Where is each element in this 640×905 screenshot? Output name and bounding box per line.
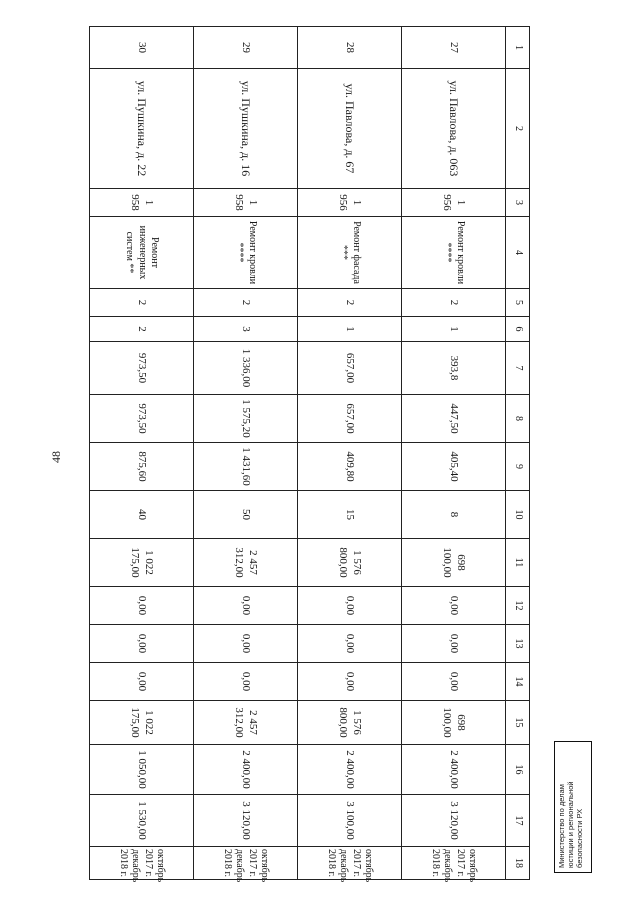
period-end: декабрь 2018 г. <box>222 849 246 883</box>
value-cell: 875,60 <box>90 443 194 491</box>
column-number: 4 <box>506 217 530 289</box>
repair-table-container <box>90 26 530 883</box>
cost-cell: 0,00 <box>90 587 194 625</box>
value-cell: 50 <box>194 491 298 539</box>
cost-cell: 0,00 <box>194 663 298 701</box>
value-cell: 1 <box>402 317 506 342</box>
value-cell: 15 <box>298 491 402 539</box>
cost-cell: 1 022 175,00 <box>90 701 194 745</box>
value-cell: 2 400,00 <box>194 745 298 795</box>
cost-cell: 1 576 800,00 <box>298 701 402 745</box>
column-number: 8 <box>506 395 530 443</box>
cost-cell: 0,00 <box>298 587 402 625</box>
period-start: октябрь 2017 г. <box>455 849 479 883</box>
column-number: 13 <box>506 625 530 663</box>
column-number: 1 <box>506 27 530 69</box>
column-number: 7 <box>506 342 530 395</box>
ministry-stamp <box>554 741 592 873</box>
value-cell: 8 <box>402 491 506 539</box>
cost-cell: 0,00 <box>298 663 402 701</box>
repair-table <box>89 26 530 883</box>
period-end: декабрь 2018 г. <box>118 849 142 883</box>
cost-cell: 0,00 <box>194 587 298 625</box>
value-cell: 3 100,00 <box>298 795 402 847</box>
period-cell <box>194 847 298 883</box>
column-number-row <box>506 27 530 880</box>
column-number: 5 <box>506 289 530 317</box>
column-number: 2 <box>506 69 530 189</box>
address-cell: ул. Пушкина, д. 16 <box>194 69 298 189</box>
period-cell <box>298 847 402 883</box>
stamp-line: безопасности РХ <box>575 808 585 868</box>
cost-cell: 1 022 175,00 <box>90 539 194 587</box>
cost-cell: 2 457 312,00 <box>194 539 298 587</box>
address-cell: ул. Павлова, д. 67 <box>298 69 402 189</box>
repair-type-cell: Ремонт инженерных систем ** <box>90 217 194 289</box>
table-row <box>90 27 194 880</box>
value-cell: 2 <box>90 289 194 317</box>
period-start: октябрь 2017 г. <box>247 849 271 883</box>
repair-type-cell: Ремонт кровли **** <box>194 217 298 289</box>
column-number: 6 <box>506 317 530 342</box>
value-cell: 3 120,00 <box>402 795 506 847</box>
repair-table-body <box>90 27 530 883</box>
value-cell: 1 336,00 <box>194 342 298 395</box>
cost-cell: 0,00 <box>90 663 194 701</box>
table-row <box>298 27 402 880</box>
value-cell: 2 <box>402 289 506 317</box>
row-number-cell: 29 <box>194 27 298 69</box>
period-start: октябрь 2017 г. <box>351 849 375 883</box>
period-end: декабрь 2018 г. <box>326 849 350 883</box>
value-cell: 657,00 <box>298 342 402 395</box>
cost-cell: 0,00 <box>402 663 506 701</box>
row-number-cell: 30 <box>90 27 194 69</box>
value-cell: 657,00 <box>298 395 402 443</box>
period-start: октябрь 2017 г. <box>143 849 167 883</box>
value-cell: 3 120,00 <box>194 795 298 847</box>
value-cell: 1 050,00 <box>90 745 194 795</box>
cost-cell: 698 100,00 <box>402 539 506 587</box>
column-number: 9 <box>506 443 530 491</box>
column-number: 17 <box>506 795 530 847</box>
value-cell: 409,80 <box>298 443 402 491</box>
value-cell: 405,40 <box>402 443 506 491</box>
value-cell: 393,8 <box>402 342 506 395</box>
year-built-cell: 1 958 <box>90 189 194 217</box>
column-number: 14 <box>506 663 530 701</box>
year-built-cell: 1 956 <box>298 189 402 217</box>
row-number-cell: 27 <box>402 27 506 69</box>
value-cell: 2 <box>194 289 298 317</box>
column-number: 16 <box>506 745 530 795</box>
cost-cell: 0,00 <box>194 625 298 663</box>
cost-cell: 0,00 <box>298 625 402 663</box>
cost-cell: 0,00 <box>402 587 506 625</box>
value-cell: 1 431,60 <box>194 443 298 491</box>
year-built-cell: 1 956 <box>402 189 506 217</box>
value-cell: 1 530,00 <box>90 795 194 847</box>
period-cell <box>90 847 194 883</box>
value-cell: 2 <box>298 289 402 317</box>
column-number: 18 <box>506 847 530 880</box>
column-number: 11 <box>506 539 530 587</box>
row-number-cell: 28 <box>298 27 402 69</box>
column-number: 10 <box>506 491 530 539</box>
value-cell: 1 <box>298 317 402 342</box>
cost-cell: 2 457 312,00 <box>194 701 298 745</box>
value-cell: 973,50 <box>90 342 194 395</box>
cost-cell: 0,00 <box>402 625 506 663</box>
repair-table-rotated <box>90 26 530 883</box>
cost-cell: 0,00 <box>90 625 194 663</box>
column-number: 15 <box>506 701 530 745</box>
stamp-line: Министерство по делам <box>557 784 566 868</box>
value-cell: 40 <box>90 491 194 539</box>
repair-type-cell: Ремонт фасада *** <box>298 217 402 289</box>
value-cell: 973,50 <box>90 395 194 443</box>
value-cell: 1 575,20 <box>194 395 298 443</box>
repair-type-cell: Ремонт кровли **** <box>402 217 506 289</box>
column-number: 12 <box>506 587 530 625</box>
address-cell: ул. Павлова, д. 063 <box>402 69 506 189</box>
value-cell: 2 400,00 <box>402 745 506 795</box>
cost-cell: 698 100,00 <box>402 701 506 745</box>
value-cell: 2 <box>90 317 194 342</box>
table-row <box>402 27 506 880</box>
value-cell: 447,50 <box>402 395 506 443</box>
value-cell: 2 400,00 <box>298 745 402 795</box>
value-cell: 3 <box>194 317 298 342</box>
table-row <box>194 27 298 880</box>
stamp-line: юстиции и региональной <box>566 781 576 868</box>
period-cell <box>402 847 506 883</box>
cost-cell: 1 576 800,00 <box>298 539 402 587</box>
period-end: декабрь 2018 г. <box>430 849 454 883</box>
address-cell: ул. Пушкина, д. 22 <box>90 69 194 189</box>
column-number: 3 <box>506 189 530 217</box>
page-number: 48 <box>49 451 63 463</box>
year-built-cell: 1 958 <box>194 189 298 217</box>
